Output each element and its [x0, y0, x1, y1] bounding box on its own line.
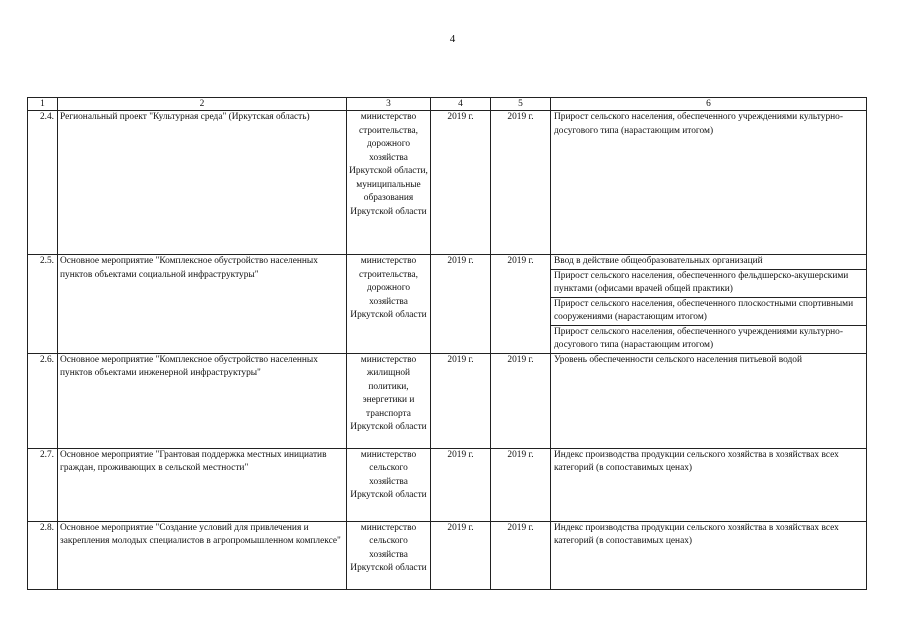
column-header: 3: [347, 98, 431, 111]
start-year: 2019 г.: [431, 255, 491, 354]
row-number: 2.5.: [28, 255, 58, 354]
table-header-row: [28, 98, 867, 111]
indicators-cell: [551, 521, 867, 589]
column-header: 5: [491, 98, 551, 111]
indicator: Индекс производства продукции сельского хозяйства в хозяйствах всех категорий (в сопоставимых ценах): [554, 522, 839, 546]
row-number: 2.6.: [28, 353, 58, 448]
column-header: 1: [28, 98, 58, 111]
indicator: Ввод в действие общеобразовательных организаций: [554, 256, 763, 266]
indicators-cell: [551, 255, 867, 354]
indicator: Прирост сельского населения, обеспеченного плоскостными спортивными сооружениями (нарастающим итогом): [551, 297, 866, 325]
measures-table: [27, 97, 867, 590]
end-year: 2019 г.: [491, 448, 551, 521]
end-year: 2019 г.: [491, 111, 551, 255]
row-number: 2.8.: [28, 521, 58, 589]
end-year: 2019 г.: [491, 255, 551, 354]
column-header: 6: [551, 98, 867, 111]
executor: министерство строительства, дорожного хозяйства Иркутской области, муниципальные образования Иркутской области: [347, 111, 431, 255]
measure-name: Основное мероприятие "Комплексное обустройство населенных пунктов объектами социальной инфраструктуры": [58, 255, 347, 354]
start-year: 2019 г.: [431, 448, 491, 521]
row-number: 2.7.: [28, 448, 58, 521]
executor: министерство строительства, дорожного хозяйства Иркутской области: [347, 255, 431, 354]
measure-name: Основное мероприятие "Комплексное обустройство населенных пунктов объектами инженерной инфраструктуры": [58, 353, 347, 448]
measure-name: Региональный проект "Культурная среда" (Иркутская область): [58, 111, 347, 255]
indicators-cell: [551, 111, 867, 255]
indicator: Прирост сельского населения, обеспеченного фельдшерско-акушерскими пунктами (офисами врачей общей практики): [551, 269, 866, 297]
table-row: [28, 521, 867, 589]
start-year: 2019 г.: [431, 521, 491, 589]
start-year: 2019 г.: [431, 111, 491, 255]
table-row: [28, 255, 867, 354]
indicator: Индекс производства продукции сельского хозяйства в хозяйствах всех категорий (в сопоставимых ценах): [554, 449, 839, 473]
measure-name: Основное мероприятие "Грантовая поддержка местных инициатив граждан, проживающих в сельской местности": [58, 448, 347, 521]
indicators-cell: [551, 353, 867, 448]
indicator: Прирост сельского населения, обеспеченного учреждениями культурно-досугового типа (нарастающим итогом): [554, 112, 843, 136]
executor: министерство сельского хозяйства Иркутской области: [347, 448, 431, 521]
column-header: 4: [431, 98, 491, 111]
table-row: [28, 448, 867, 521]
page-number: 4: [449, 33, 456, 45]
end-year: 2019 г.: [491, 521, 551, 589]
table-row: [28, 353, 867, 448]
start-year: 2019 г.: [431, 353, 491, 448]
indicator: Уровень обеспеченности сельского населения питьевой водой: [554, 354, 802, 365]
executor: министерство жилищной политики, энергетики и транспорта Иркутской области: [347, 353, 431, 448]
table-row: [28, 111, 867, 255]
column-header: 2: [58, 98, 347, 111]
row-number: 2.4.: [28, 111, 58, 255]
indicators-cell: [551, 448, 867, 521]
indicator: Прирост сельского населения, обеспеченного учреждениями культурно-досугового типа (нарастающим итогом): [551, 325, 866, 353]
measure-name: Основное мероприятие "Создание условий для привлечения и закрепления молодых специалистов в агропромышленном комплексе": [58, 521, 347, 589]
executor: министерство сельского хозяйства Иркутской области: [347, 521, 431, 589]
end-year: 2019 г.: [491, 353, 551, 448]
